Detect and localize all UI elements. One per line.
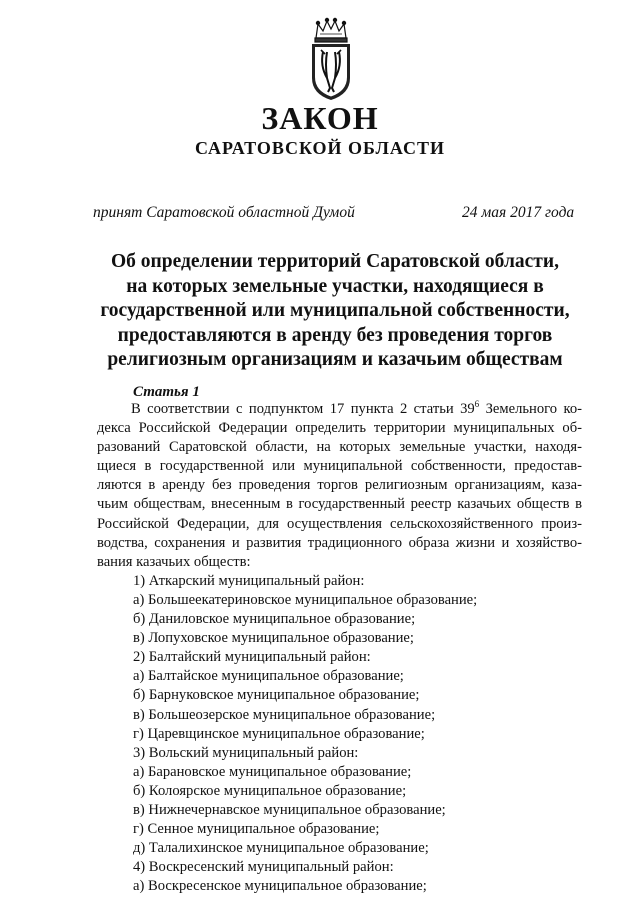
law-title-line: религиозным организациям и казачьим обществам xyxy=(107,349,563,370)
list-item: 4) Воскресенский муниципальный район: xyxy=(133,859,394,876)
list-item: в) Большеозерское муниципальное образование; xyxy=(133,706,436,723)
article-paragraph-line: щиеся в государственной или муниципальной собственности, предостав- xyxy=(97,458,582,475)
list-item: в) Нижнечернавское муниципальное образование; xyxy=(133,801,446,818)
coat-of-arms-icon xyxy=(306,16,356,102)
article-paragraph-line: декса Российской Федерации определить территории муниципальных об- xyxy=(97,420,582,437)
document-title: ЗАКОН xyxy=(261,100,379,136)
article-paragraph-line: чьим обществам, внесенным в государственный реестр казачьих обществ в xyxy=(97,496,582,513)
list-item: 1) Аткарский муниципальный район: xyxy=(133,572,365,589)
list-item: а) Балтайское муниципальное образование; xyxy=(133,668,404,685)
document-subtitle: САРАТОВСКОЙ ОБЛАСТИ xyxy=(194,138,446,158)
list-item: б) Колоярское муниципальное образование; xyxy=(133,782,407,799)
law-title-line: на которых земельные участки, находящиеся в xyxy=(126,275,544,297)
list-item: б) Даниловское муниципальное образование; xyxy=(133,611,416,628)
article-heading: Статья 1 xyxy=(133,384,200,400)
list-item: а) Барановское муниципальное образование; xyxy=(133,763,412,780)
article-body xyxy=(97,400,582,896)
list-item: 3) Вольский муниципальный район: xyxy=(133,744,359,761)
law-title xyxy=(100,250,570,373)
list-item: 2) Балтайский муниципальный район: xyxy=(133,649,371,666)
adoption-date: 24 мая 2017 года xyxy=(462,204,575,221)
list-item: г) Сенное муниципальное образование; xyxy=(133,821,380,838)
article-paragraph-line: вания казачьих обществ: xyxy=(97,553,251,570)
superscript: 6 xyxy=(474,399,480,410)
article-paragraph-line: ляются в аренду без проведения торгов религиозным организациям, каза- xyxy=(97,477,582,494)
law-title-line: Об определении территорий Саратовской области, xyxy=(111,251,559,272)
list-item: а) Большеекатериновское муниципальное образование; xyxy=(133,591,478,608)
law-title-line: предоставляются в аренду без проведения торгов xyxy=(117,324,553,346)
law-title-line: государственной или муниципальной собственности, xyxy=(100,300,570,321)
list-item: в) Лопуховское муниципальное образование; xyxy=(133,630,414,647)
list-item: д) Талалихинское муниципальное образование; xyxy=(133,840,429,857)
list-item: г) Царевщинское муниципальное образование; xyxy=(133,725,425,742)
list-item: б) Барнуковское муниципальное образование; xyxy=(133,687,420,704)
article-paragraph-line: Российской Федерации, для осуществления сельскохозяйственного произ- xyxy=(97,515,582,532)
adopted-by: принят Саратовской областной Думой xyxy=(93,204,355,221)
article-paragraph-line: водства, сохранения и развития традиционного образа жизни и хозяйство- xyxy=(97,534,582,551)
article-paragraph-line: разований Саратовской области, на которых земельные участки, находя- xyxy=(97,439,582,456)
article-paragraph-line: В соответствии с подпунктом 17 пункта 2 статьи $39^6$ Земельного ко- xyxy=(131,399,582,417)
list-item: а) Воскресенское муниципальное образование; xyxy=(133,878,427,895)
